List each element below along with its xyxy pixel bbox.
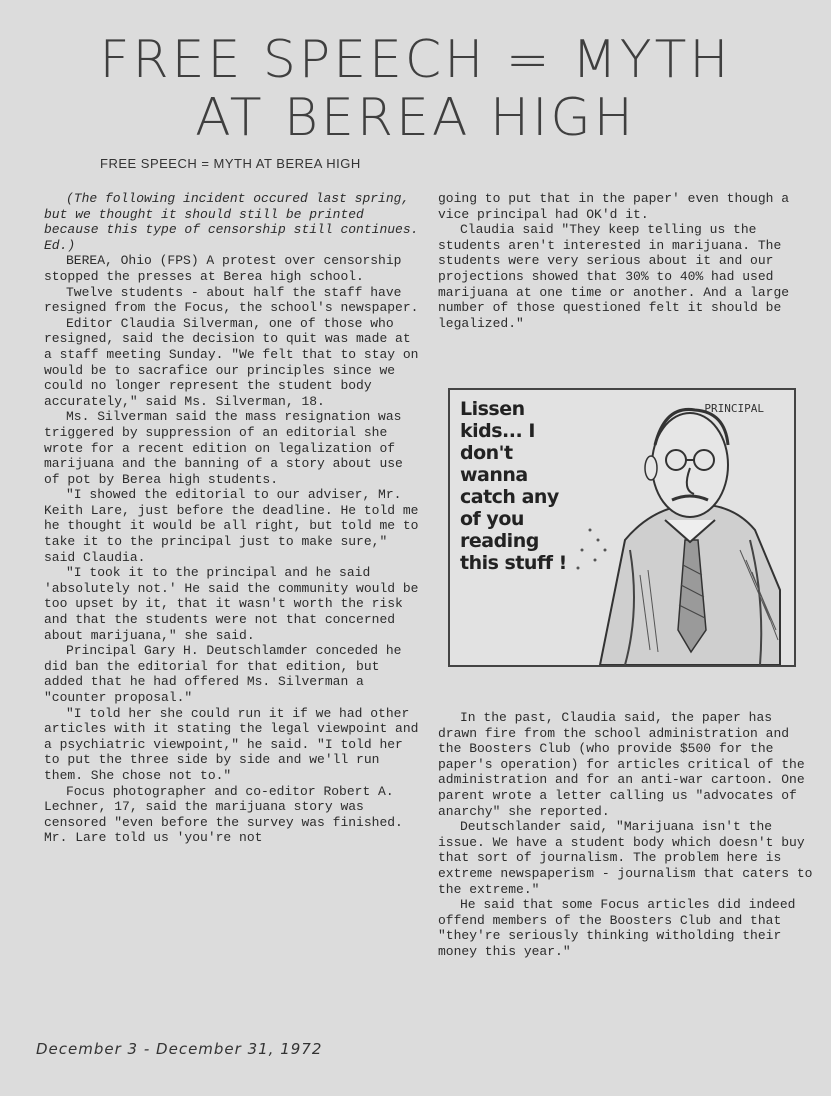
paragraph: "I showed the editorial to our adviser, Mr. Keith Lare, just before the deadline. He told me he thought it would be all right, but told me to take it to the principal just to make sure," said Claudia. [44,487,419,565]
paragraph: Editor Claudia Silverman, one of those who resigned, said the decision to quit was made at a staff meeting Sunday. "We felt that to stay on would be to sacrafice our principles since we could no longer represent the student body accurately," said Ms. Silverman, 18. [44,315,419,409]
editor-note: (The following incident occured last spring, but we thought it should still be printed because this type of censorship still continues. Ed.) [44,191,419,253]
paragraph: "I took it to the principal and he said 'absolutely not.' He said the community would be too upset by it, that it wasn't worth the risk and that the students were not that concerned about marijuana," she said. [44,565,419,643]
article-right-column-top [438,191,816,331]
paragraph: Ms. Silverman said the mass resignation was triggered by suppression of an editorial she wrote for a recent edition on legalization of marijuana and the banning of a story about use of pot by Berea high students. [44,409,403,487]
paragraph: BEREA, Ohio (FPS) A protest over censorship stopped the presses at Berea high school. [44,253,402,284]
headline-line-2: AT BEREA HIGH [195,88,636,148]
article-subhead: FREE SPEECH = MYTH AT BEREA HIGH [100,156,361,171]
paragraph: "I told her she could run it if we had other articles with it stating the legal viewpoint and a psychiatric viewpoint," he said. "I told her to put the three side by side and we'll run them. She chose not to." [44,705,419,783]
paragraph: He said that some Focus articles did indeed offend members of the Boosters Club and that "they're seriously thinking witholding their money this year." [438,897,796,959]
paragraph: Deutschlander said, "Marijuana isn't the issue. We have a student body which doesn't buy that sort of journalism. The problem here is extreme newspaperism - journalism that caters to the extreme." [438,819,813,897]
cartoon-speech-bubble: Lissen kids... I don't wanna catch any of you reading this stuff ! [460,398,567,574]
paragraph: going to put that in the paper' even though a vice principal had OK'd it. [438,191,790,222]
article-right-column-bottom [438,710,816,960]
paragraph: Claudia said "They keep telling us the students aren't interested in marijuana. The students were very serious about it and our projections showed that 30% to 40% had used marijuana at one time or another. And a large number of those questioned felt it should be legalized." [438,222,790,331]
article-left-column [44,191,419,846]
cartoon-principal-label: PRINCIPAL [704,402,764,415]
paragraph: In the past, Claudia said, the paper has drawn fire from the school administration and the Boosters Club (who provide $500 for the paper's operation) for articles critical of the administration and for an anti-war cartoon. One parent wrote a letter calling us "advocates of anarchy" she reported. [438,710,805,819]
headline-line-1: FREE SPEECH = MYTH [99,30,732,90]
paragraph: Principal Gary H. Deutschlamder conceded he did ban the editorial for that edition, but added that he had offered Ms. Silverman a "counter proposal." [44,643,402,705]
handwritten-date: December 3 - December 31, 1972 [36,1040,323,1058]
paragraph: Focus photographer and co-editor Robert A. Lechner, 17, said the marijuana story was censored "even before the survey was finished. Mr. Lare told us 'you're not [44,783,403,846]
principal-cartoon [448,388,796,667]
paragraph: Twelve students - about half the staff have resigned from the Focus, the school's newspaper. [44,284,419,316]
